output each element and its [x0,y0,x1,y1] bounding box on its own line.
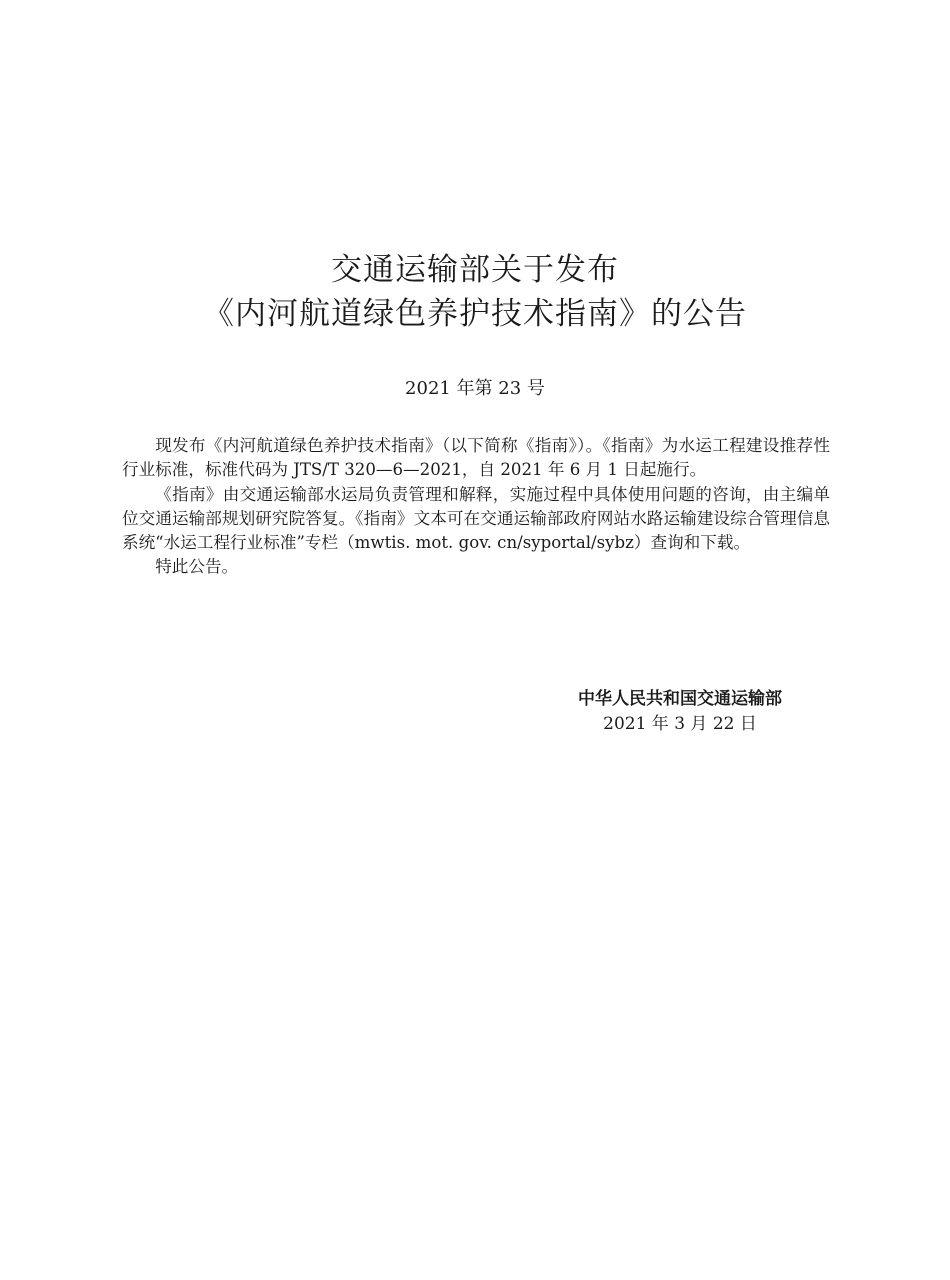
body-paragraph-2: 《指南》由交通运输部水运局负责管理和解释，实施过程中具体使用问题的咨询，由主编单位交通运输部规划研究院答复。《指南》文本可在交通运输部政府网站水路运输建设综合管理信息系统“水运工程行业标准”专栏（mwtis. mot. gov. cn/syportal/sybz）查询和下载。 [122,484,830,553]
body-paragraph-1: 现发布《内河航道绿色养护技术指南》（以下简称《指南》）。《指南》为水运工程建设推荐性行业标准，标准代码为 JTS/T 320—6—2021，自 2021 年 6 月 1 日起施行。 [122,436,830,480]
closing-statement: 特此公告。 [155,557,239,577]
signature-date: 2021 年 3 月 22 日 [603,714,757,734]
signature-organization: 中华人民共和国交通运输部 [578,689,782,709]
announcement-title-line-1: 交通运输部关于发布 [331,252,619,288]
announcement-number: 2021 年第 23 号 [405,378,545,399]
announcement-title-line-2: 《内河航道绿色养护技术指南》的公告 [203,296,747,332]
announcement-body [122,434,830,580]
